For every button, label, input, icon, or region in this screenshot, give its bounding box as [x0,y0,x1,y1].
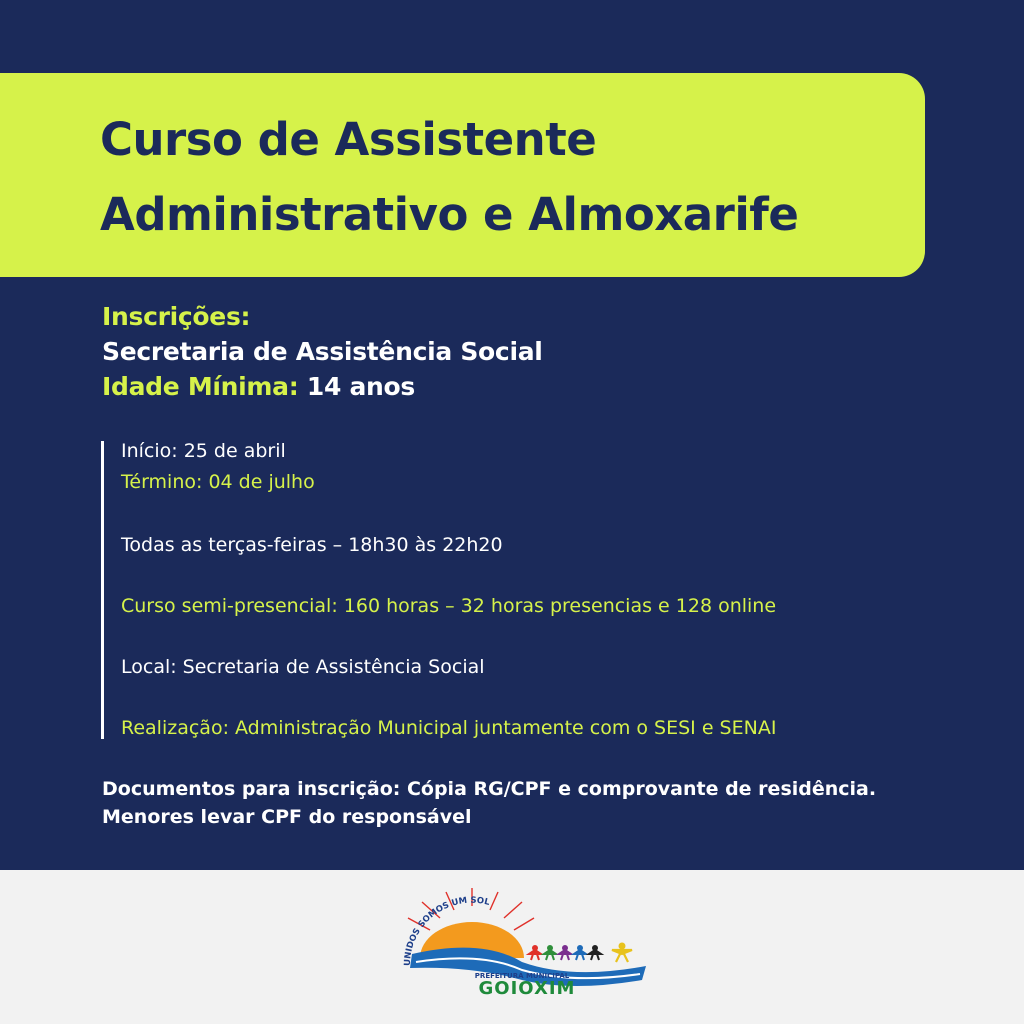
inscricoes-label: Inscrições: [102,302,251,331]
schedule: Todas as terças-feiras – 18h30 às 22h20 [121,534,503,556]
documents-required: Documentos para inscrição: Cópia RG/CPF e comprovante de residência. [102,778,877,800]
idade-value: 14 anos [306,372,415,401]
logo-name: GOIOXIM [478,978,576,998]
details-divider [101,441,104,739]
title-banner [0,73,925,277]
location: Local: Secretaria de Assistência Social [121,656,485,678]
end-date: Término: 04 de julho [121,471,315,493]
goioxim-logo [372,888,652,998]
course-title-line-1: Curso de Assistente [100,113,597,166]
start-date: Início: 25 de abril [121,440,286,462]
documents-minors: Menores levar CPF do responsável [102,806,472,828]
inscricoes-value: Secretaria de Assistência Social [102,337,543,366]
organizers: Realização: Administração Municipal juntamente com o SESI e SENAI [121,717,777,739]
idade-minima [102,372,415,401]
course-hours: Curso semi-presencial: 160 horas – 32 horas presencias e 128 online [121,595,777,617]
logo-slogan: UNIDOS SOMOS UM SOL [402,895,491,967]
people-icon [529,943,632,963]
idade-label: Idade Mínima: [102,372,299,401]
course-title-line-2: Administrativo e Almoxarife [100,188,799,241]
logo-subtitle: PREFEITURA MUNICIPAL [474,972,570,980]
